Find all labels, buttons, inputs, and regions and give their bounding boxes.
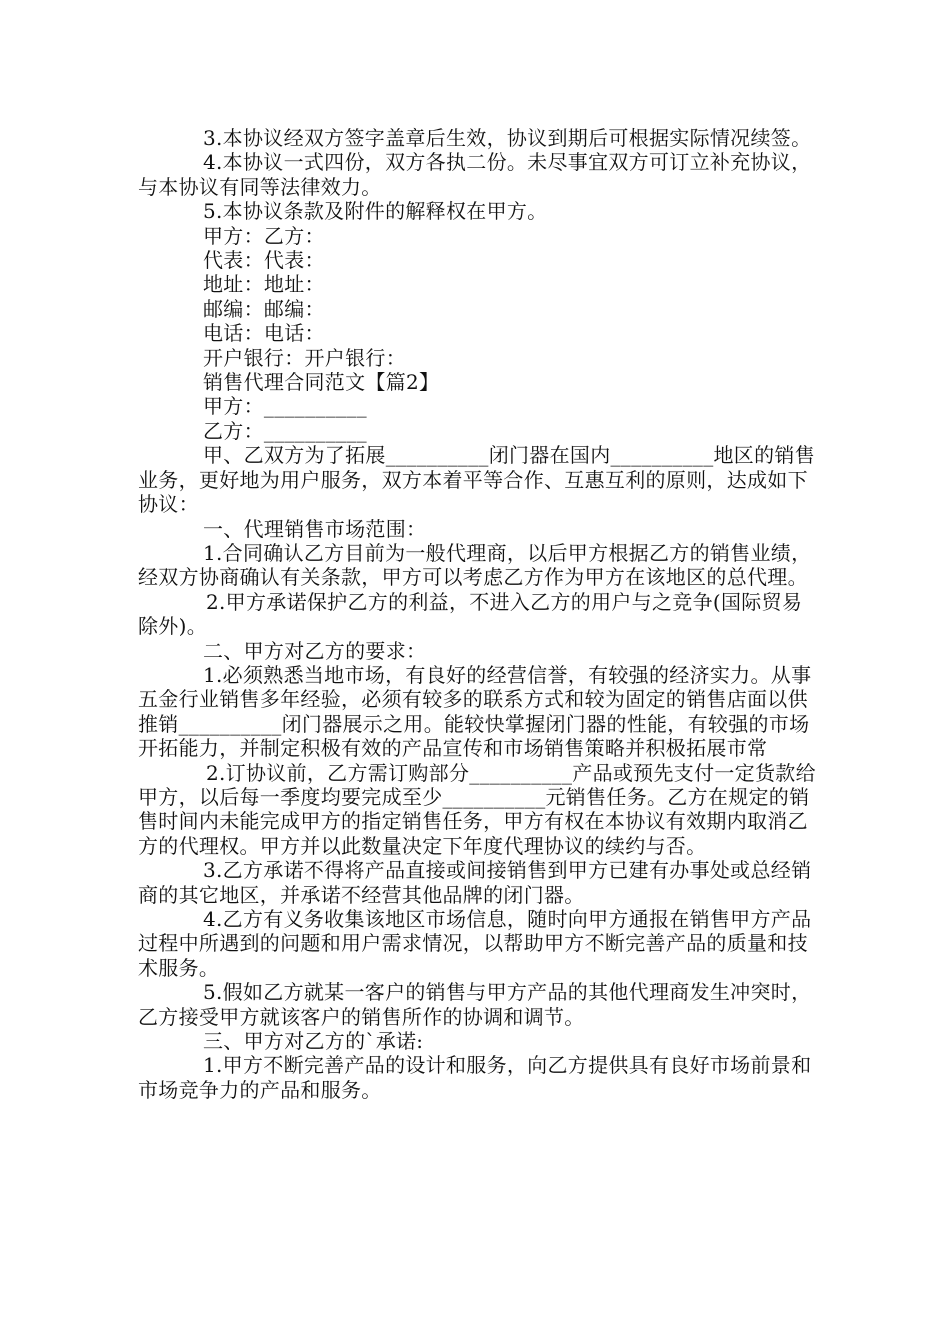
- section-2-item-4: 4.乙方有义务收集该地区市场信息，随时向甲方通报在销售甲方产品过程中所遇到的问题和用户需求情况，以帮助甲方不断完善产品的质量和技术服务。: [138, 907, 812, 980]
- party-b-field: 乙方：__________: [203, 418, 367, 443]
- section-1-item-1: 1.合同确认乙方目前为一般代理商，以后甲方根据乙方的销售业绩，经双方协商确认有关条款，甲方可以考虑乙方作为甲方在该地区的总代理。: [138, 540, 812, 590]
- section-2-item-1: 1.必须熟悉当地市场，有良好的经营信誉，有较强的经济实力。从事五金行业销售多年经验，必须有较多的联系方式和较为固定的销售店面以供推销__________闭门器展示之用。能较快掌握闭门器的性能，有较强的市场开拓能力，并制定积极有效的产品宣传和市场销售策略并积极拓展市常: [138, 662, 812, 761]
- document-body: [138, 126, 818, 1102]
- clause-4-copies: 4.本协议一式四份，双方各执二份。未尽事宜双方可订立补充协议，与本协议有同等法律效力。: [138, 150, 812, 199]
- section-heading-part2: 销售代理合同范文【篇2】: [203, 370, 440, 395]
- section-2-item-3: 3.乙方承诺不得将产品直接或间接销售到甲方已建有办事处或总经销商的其它地区，并承诺不经营其他品牌的闭门器。: [138, 858, 812, 907]
- section-1-heading: 一、代理销售市场范围：: [203, 516, 427, 541]
- section-2-item-2: 2.订协议前，乙方需订购部分__________产品或预先支付一定货款给甲方，以后每一季度均要完成至少__________元销售任务。乙方在规定的销售时间内未能完成甲方的指定销售任务，甲方有权在本协议有效期内取消乙方的代理权。甲方并以此数量决定下年度代理协议的续约与否。: [138, 760, 816, 858]
- section-3-heading: 三、甲方对乙方的`承诺:: [203, 1029, 424, 1054]
- signature-bank-line: 开户银行：开户银行：: [203, 345, 406, 370]
- section-3-item-1: 1.甲方不断完善产品的设计和服务，向乙方提供具有良好市场前景和市场竞争力的产品和服务。: [138, 1053, 812, 1102]
- signature-representative-line: 代表：代表：: [203, 248, 325, 273]
- signature-phone-line: 电话：电话：: [203, 321, 325, 346]
- section-1-item-2: 2.甲方承诺保护乙方的利益，不进入乙方的用户与之竞争(国际贸易除外)。: [138, 589, 803, 639]
- clause-3-effective: 3.本协议经双方签字盖章后生效，协议到期后可根据实际情况续签。: [203, 126, 812, 150]
- section-2-heading: 二、甲方对乙方的要求：: [203, 638, 427, 663]
- section-2-item-5: 5.假如乙方就某一客户的销售与甲方产品的其他代理商发生冲突时，乙方接受甲方就该客户的销售所作的协调和调节。: [138, 980, 812, 1029]
- party-a-field: 甲方：__________: [203, 394, 367, 419]
- clause-5-interpretation: 5.本协议条款及附件的解释权在甲方。: [203, 199, 548, 224]
- signature-address-line: 地址：地址：: [203, 272, 325, 297]
- preamble-paragraph: 甲、乙双方为了拓展__________闭门器在国内__________地区的销售业务，更好地为用户服务，双方本着平等合作、互惠互利的原则，达成如下协议：: [138, 443, 815, 517]
- signature-party-line: 甲方：乙方：: [203, 223, 325, 248]
- signature-postcode-line: 邮编：邮编：: [203, 296, 325, 321]
